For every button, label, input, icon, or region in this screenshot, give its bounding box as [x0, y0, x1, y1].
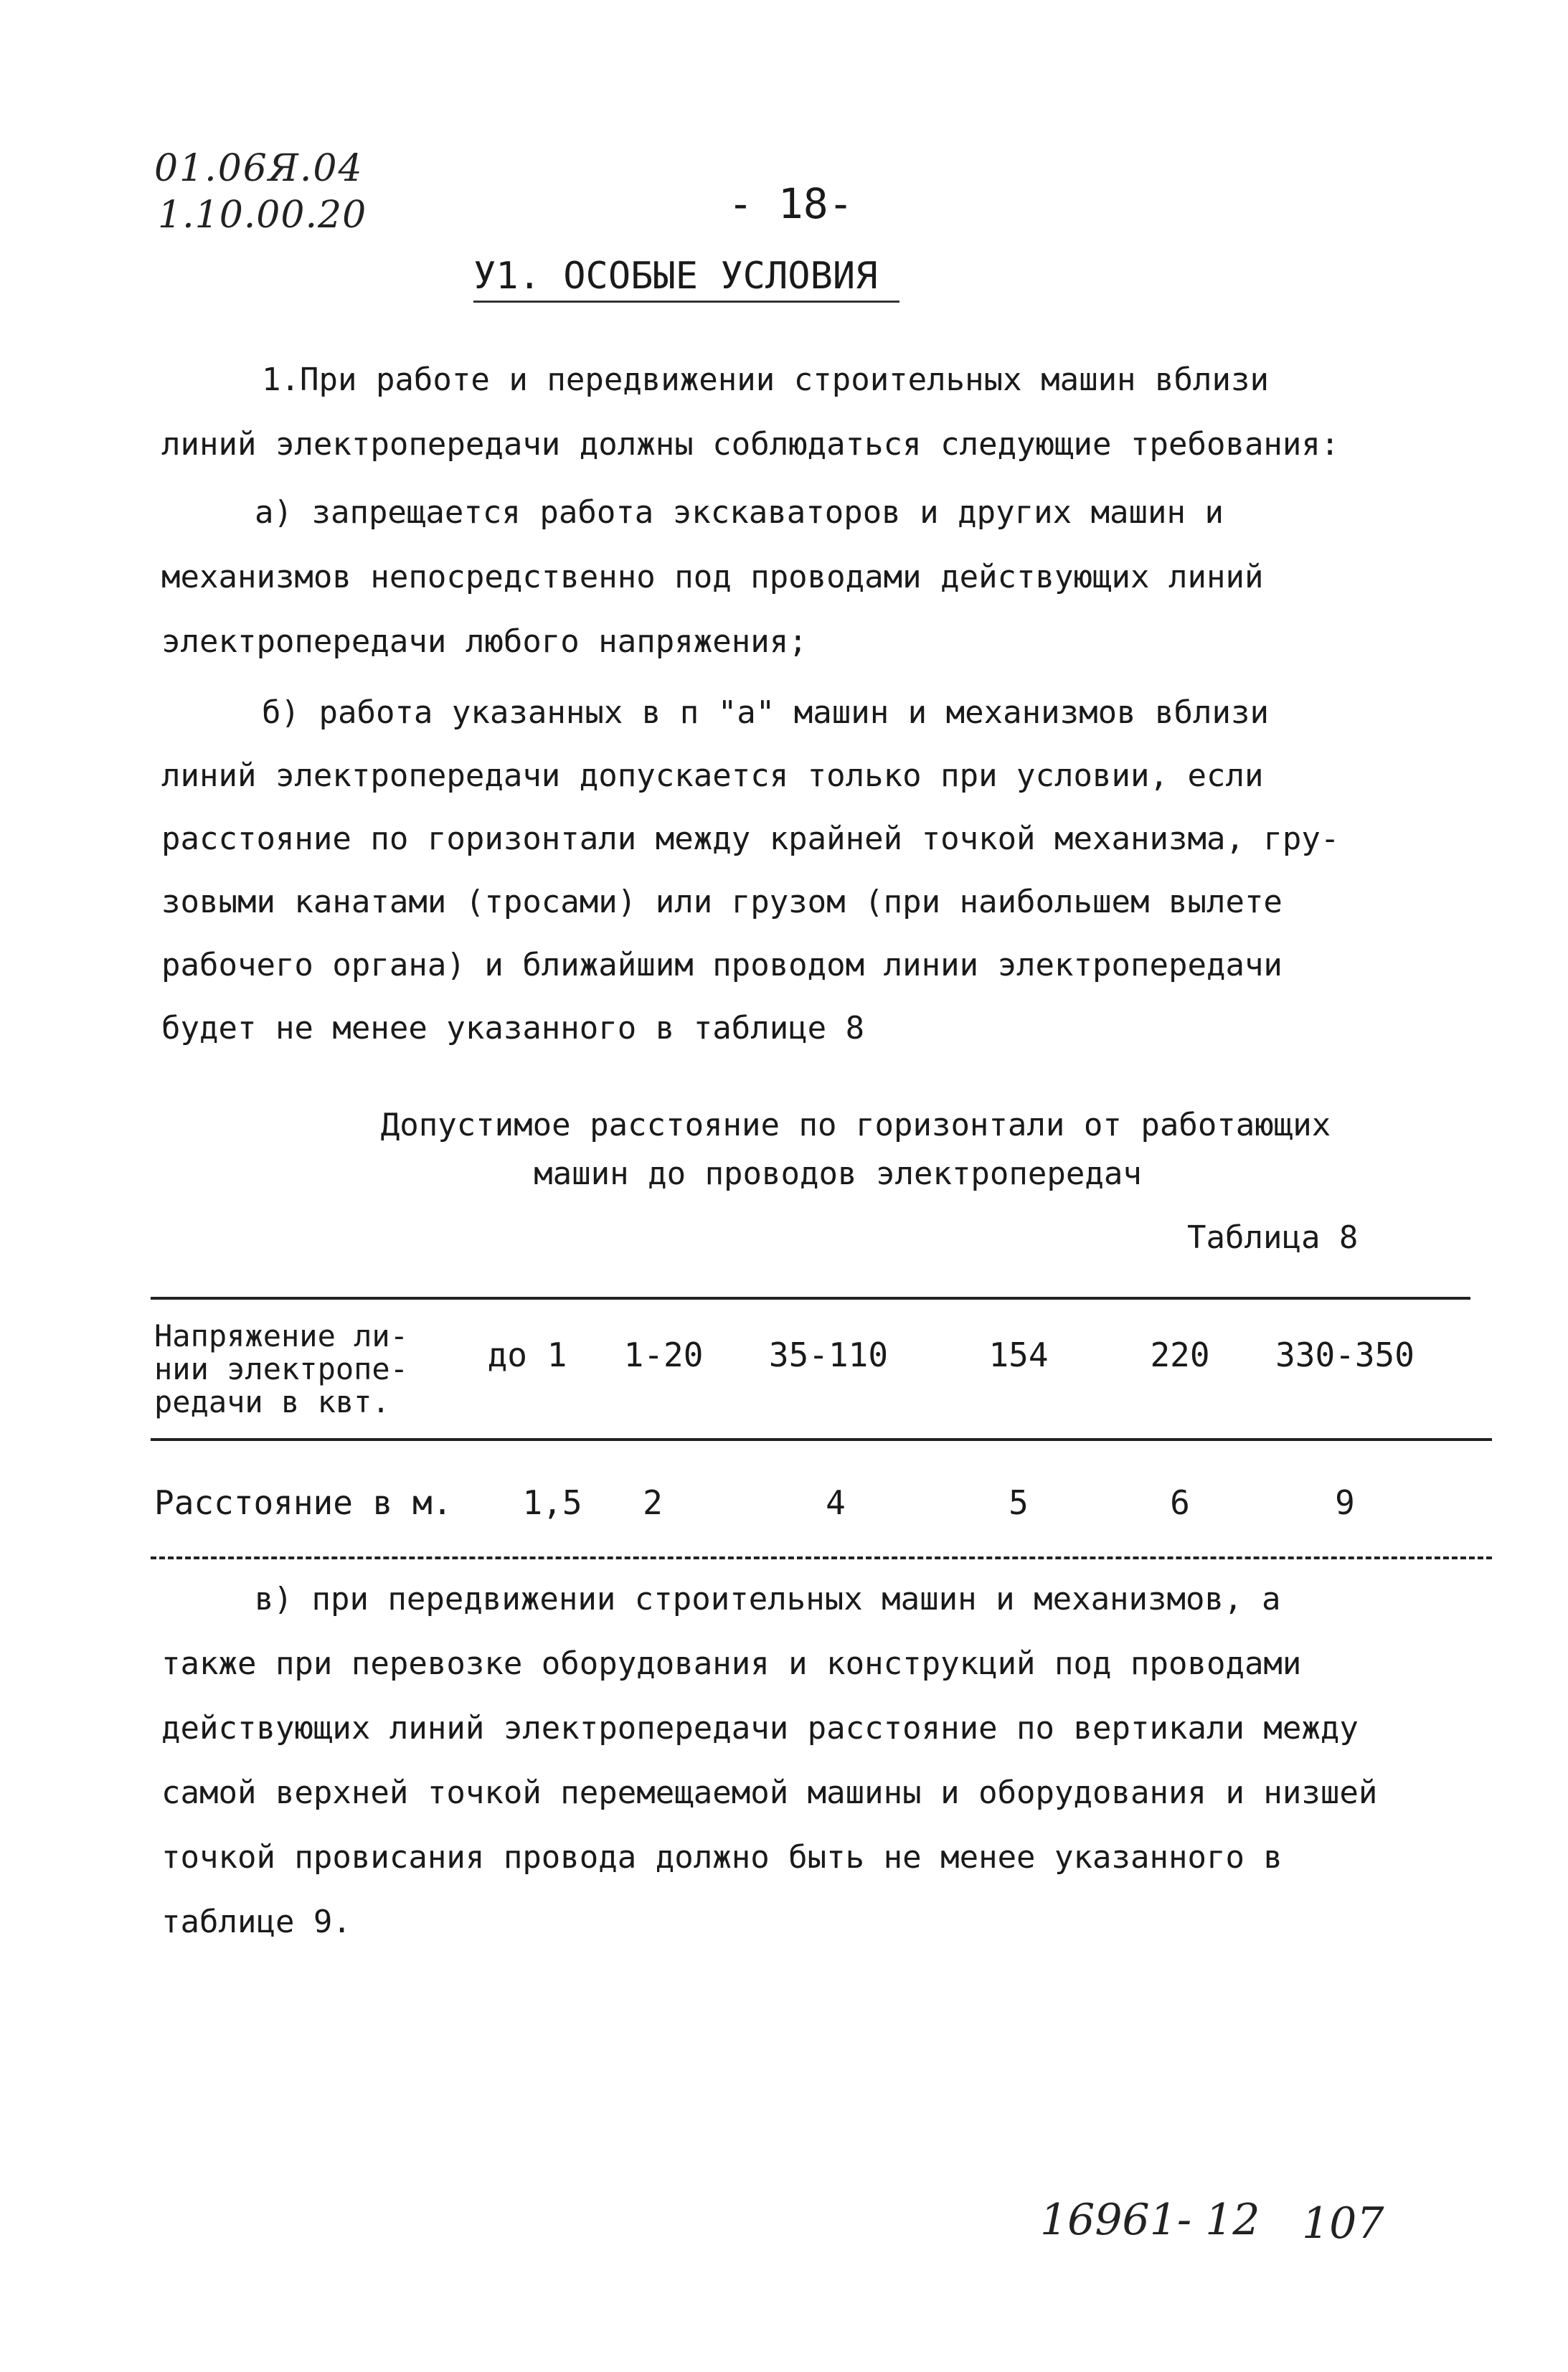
paragraph-line: таблице 9. [161, 1904, 351, 1940]
label-line: Напряжение ли- [154, 1318, 409, 1353]
paragraph-line: 1.При работе и передвижении строительных машин вблизи [262, 362, 1269, 398]
paragraph-1 [161, 348, 1467, 477]
paragraph-line: рабочего органа) и ближайшим проводом линии электропередачи [161, 947, 1283, 983]
page-number: - 18- [728, 179, 854, 228]
section-title: У1. ОСОБЫЕ УСЛОВИЯ [473, 255, 899, 303]
document-code-line-2: 1.10.00.20 [158, 194, 367, 237]
paragraph-line: электропередачи любого напряжения; [161, 623, 808, 660]
paragraph-line: линий электропередачи должны соблюдаться следующие требования: [161, 426, 1340, 463]
footer-document-code: 16961- 12 [1040, 2195, 1260, 2245]
table-top-rule [151, 1297, 1470, 1300]
distance-cell: 4 [826, 1483, 846, 1522]
paragraph-a [161, 481, 1467, 674]
label-line: нии электропе- [154, 1351, 409, 1386]
voltage-cell: до 1 [487, 1336, 567, 1374]
caption-line: машин до проводов электропередач [534, 1156, 1142, 1192]
paragraph-line: а) запрещается работа экскаваторов и других машин и [255, 494, 1224, 531]
voltage-cell: 220 [1150, 1336, 1210, 1374]
paragraph-c [161, 1567, 1467, 1955]
paragraph-line: также при перевозке оборудования и конструкций под проводами [161, 1645, 1302, 1682]
paragraph-line: б) работа указанных в п "а" машин и механизмов вблизи [262, 694, 1269, 731]
table-middle-rule [151, 1438, 1492, 1441]
table-number-label: Таблица 8 [1187, 1219, 1359, 1256]
voltage-cell: 330-350 [1275, 1336, 1414, 1374]
paragraph-line: расстояние по горизонтали между крайней точкой механизма, гру- [161, 821, 1340, 857]
distance-cell: 6 [1170, 1483, 1190, 1522]
voltage-cell: 35-110 [768, 1336, 889, 1374]
table-bottom-rule [151, 1556, 1492, 1559]
caption-line: Допустимое расстояние по горизонтали от работающих [380, 1107, 1331, 1143]
table-caption [0, 1101, 1568, 1199]
paragraph-line: самой верхней точкой перемещаемой машины и оборудования и низшей [161, 1775, 1378, 1811]
paragraph-line: зовыми канатами (тросами) или грузом (при наибольшем вылете [161, 884, 1283, 920]
paragraph-line: точкой провисания провода должно быть не менее указанного в [161, 1839, 1283, 1876]
voltage-row-label [154, 1320, 463, 1419]
distance-cell: 2 [643, 1483, 663, 1522]
footer-page-number: 107 [1302, 2198, 1384, 2249]
paragraph-line: механизмов непосредственно под проводами действующих линий [161, 559, 1264, 595]
paragraph-line: в) при передвижении строительных машин и механизмов, а [255, 1581, 1281, 1617]
paragraph-line: будет не менее указанного в таблице 8 [161, 1010, 865, 1046]
paragraph-line: линий электропередачи допускается только при условии, если [161, 757, 1264, 794]
distance-row-label: Расстояние в м. [154, 1483, 453, 1522]
label-line: редачи в квт. [154, 1384, 390, 1419]
voltage-cell: 154 [988, 1336, 1049, 1374]
voltage-cell: 1-20 [623, 1336, 704, 1374]
paragraph-b [161, 681, 1467, 1060]
paragraph-line: действующих линий электропередачи расстояние по вертикали между [161, 1710, 1359, 1747]
distance-cell: 5 [1009, 1483, 1029, 1522]
distance-cell: 1,5 [522, 1483, 582, 1522]
document-code-line-1: 01.06Я.04 [154, 147, 364, 190]
distance-cell: 9 [1335, 1483, 1355, 1522]
